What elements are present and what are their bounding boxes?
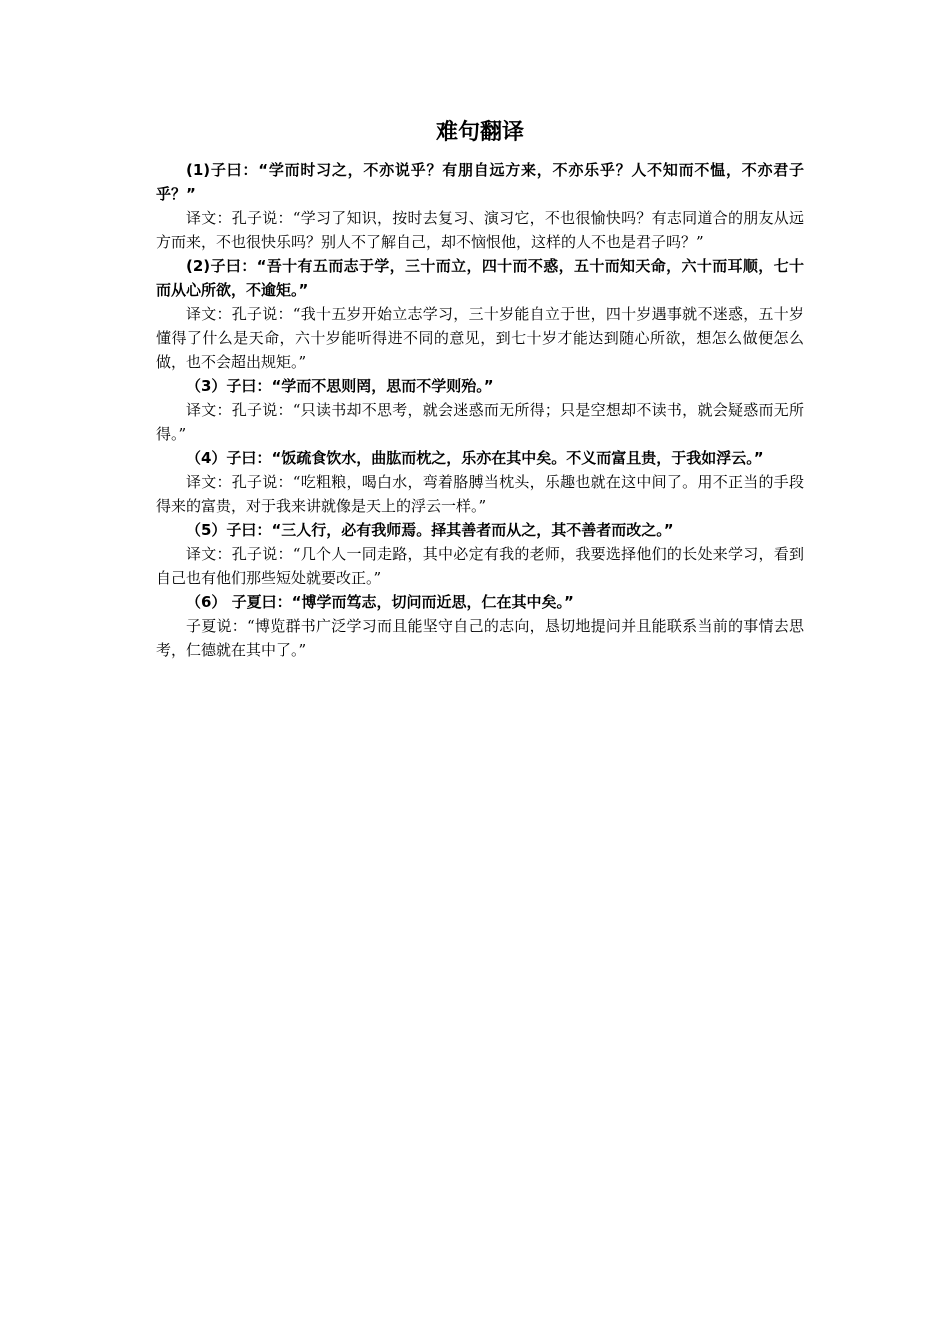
entry-translation: 子夏说：“博览群书广泛学习而且能坚守自己的志向，恳切地提问并且能联系当前的事情去思考，仁德就在其中了。” [156, 617, 804, 659]
entry-translation: 译文：孔子说：“几个人一同走路，其中必定有我的老师，我要选择他们的长处来学习，看到自己也有他们那些短处就要改正。” [156, 545, 804, 587]
entry-4 [156, 446, 804, 518]
entry-quote: （5）子曰：“三人行，必有我师焉。择其善者而从之，其不善者而改之。” [186, 521, 674, 539]
entry-translation: 译文：孔子说：“吃粗粮，喝白水，弯着胳膊当枕头，乐趣也就在这中间了。用不正当的手段得来的富贵，对于我来讲就像是天上的浮云一样。” [156, 473, 804, 515]
entry-quote: (2)子曰：“吾十有五而志于学，三十而立，四十而不惑，五十而知天命，六十而耳顺，七十而从心所欲，不逾矩。” [156, 257, 804, 299]
entry-translation: 译文：孔子说：“只读书却不思考，就会迷惑而无所得；只是空想却不读书，就会疑惑而无所得。” [156, 401, 804, 443]
entry-3 [156, 374, 804, 446]
entry-quote: （4）子曰：“饭疏食饮水，曲肱而枕之，乐亦在其中矣。不义而富且贵，于我如浮云。” [186, 449, 764, 467]
entry-quote: (1)子曰：“学而时习之，不亦说乎？有朋自远方来，不亦乐乎？人不知而不愠，不亦君子乎？” [156, 161, 804, 203]
entry-quote: （6） 子夏曰：“博学而笃志，切问而近思，仁在其中矣。” [186, 593, 574, 611]
entry-2 [156, 254, 804, 374]
entry-translation: 译文：孔子说：“学习了知识，按时去复习、演习它，不也很愉快吗？有志同道合的朋友从远方而来，不也很快乐吗？别人不了解自己，却不恼恨他，这样的人不也是君子吗？” [156, 209, 804, 251]
entry-6 [156, 590, 804, 662]
entry-1 [156, 158, 804, 254]
entry-quote: （3）子曰：“学而不思则罔，思而不学则殆。” [186, 377, 494, 395]
document-title: 难句翻译 [435, 120, 524, 145]
entry-translation: 译文：孔子说：“我十五岁开始立志学习，三十岁能自立于世，四十岁遇事就不迷惑，五十岁懂得了什么是天命，六十岁能听得进不同的意见，到七十岁才能达到随心所欲，想怎么做便怎么做，也不会超出规矩。” [156, 305, 804, 371]
document-page [156, 118, 804, 662]
entry-5 [156, 518, 804, 590]
